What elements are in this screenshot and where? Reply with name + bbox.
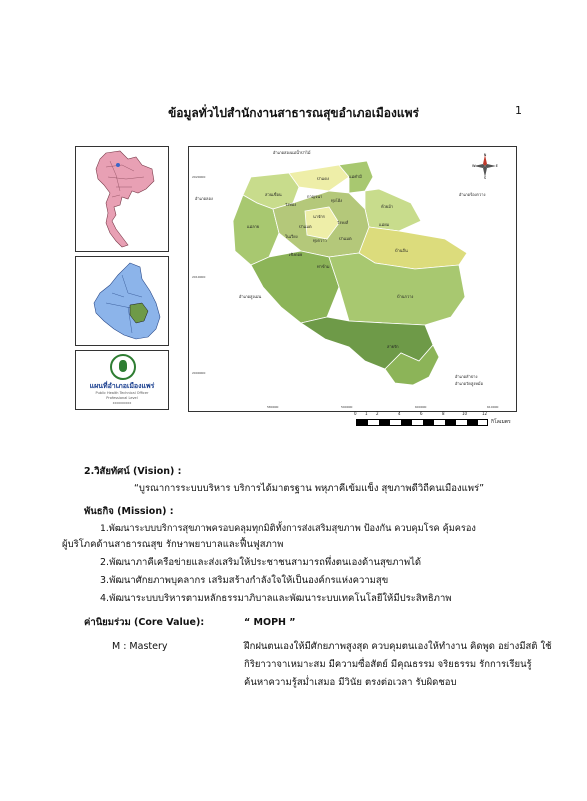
province-map-svg: [76, 257, 168, 345]
mission-item: 3.พัฒนาศักยภาพบุคลากร เสริมสร้างกำลังใจให้เป็นองค์กรแห่งความสุข: [100, 575, 389, 586]
vision-heading: 2.วิสัยทัศน์ (Vision) :: [84, 466, 182, 477]
neighbor-label-southeast: อำเภอลำปาง: [455, 374, 478, 379]
subdistrict-label: สวนเขื่อน: [265, 192, 282, 197]
subdistrict-label: นาจักร: [313, 214, 325, 219]
subdistrict-label: บ้านกวาง: [397, 294, 414, 299]
x-tick: 600000: [415, 405, 427, 409]
province-locator-map: [75, 256, 169, 346]
moph-logo-icon: [110, 354, 136, 380]
x-tick: 590000: [341, 405, 353, 409]
y-tick: 2010000: [192, 275, 206, 279]
mission-item: 1.พัฒนาระบบบริการสุขภาพครอบคลุมทุกมิติทั้งการส่งเสริมสุขภาพ ป้องกัน ควบคุมโรค คุ้มครอง: [100, 523, 476, 534]
office-legend-panel: [75, 350, 169, 410]
page-title: ข้อมูลทั่วไปสำนักงานสาธารณสุขอำเภอเมืองแพร่: [168, 106, 419, 120]
core-value-m-line: กิริยาวาจาเหมาะสม มีความซื่อสัตย์ มีคุณธรรม จริยธรรม รักการเรียนรู้: [244, 659, 532, 670]
mission-item: ผู้บริโภคด้านสาธารณสุข รักษาพยาบาลและฟื้นฟูสภาพ: [62, 539, 284, 550]
legend-line: xxxxxxxxx: [112, 401, 132, 405]
mission-item: 2.พัฒนาภาคีเครือข่ายและส่งเสริมให้ประชาชนสามารถพึ่งตนเองด้านสุขภาพได้: [100, 557, 422, 568]
subdistrict-label: เชิงดอย: [289, 252, 303, 257]
scale-number: 2: [376, 411, 379, 416]
subdistrict-label: กาญจนา: [307, 194, 323, 199]
scale-number: 6: [420, 411, 423, 416]
neighbor-label-southwest: อำเภอสูงเม่น: [239, 294, 262, 299]
subdistrict-label: ป่าแมต: [299, 224, 312, 229]
province-shape: [94, 263, 160, 339]
neighbor-label-west: อำเภอลอง: [195, 196, 213, 201]
scale-unit: กิโลเมตร: [491, 419, 511, 425]
compass-w: W: [472, 164, 476, 168]
compass-n: N: [483, 153, 487, 157]
scale-number: 12: [482, 411, 488, 416]
legend-line: Public Health Technical Officer: [95, 391, 149, 395]
subdistrict-label: ป่าแมต: [339, 236, 352, 241]
subdistrict-label: ป่าแดง: [317, 176, 329, 181]
scale-number: 8: [442, 411, 445, 416]
mission-item: 4.พัฒนาระบบบริหารตามหลักธรรมาภิบาลและพัฒนาระบบเทคโนโลยีให้มีประสิทธิภาพ: [100, 593, 452, 604]
vision-text: “บูรณาการระบบบริหาร บริการได้มาตรฐาน พหุภาคีเข้มแข็ง สุขภาพดีวิถีคนเมืองแพร่”: [134, 483, 485, 494]
thailand-shape: [96, 151, 154, 247]
region-south-west: [251, 251, 339, 323]
neighbor-label-southeast: อำเภอวัดสูงหม้อ: [455, 381, 483, 386]
legend-line: Professional Level: [106, 396, 138, 400]
subdistrict-label: ห้วยม้า: [381, 204, 394, 209]
subdistrict-label: บ้านถิ่น: [395, 248, 408, 253]
subdistrict-label: วังทอง: [285, 202, 297, 207]
y-tick: 2020000: [192, 175, 206, 179]
y-tick: 2000000: [192, 371, 206, 375]
core-value-m-label: M : Mastery: [112, 641, 168, 652]
subdistrict-label: สายรัก: [387, 344, 399, 349]
subdistrict-label: ท่าข้าม: [317, 264, 330, 269]
phrae-location-marker: [116, 163, 120, 167]
core-value-heading: ค่านิยมร่วม (Core Value):: [84, 617, 205, 628]
x-tick: 580000: [267, 405, 279, 409]
mission-heading: พันธกิจ (Mission) :: [84, 506, 174, 517]
scale-number: 0: [354, 411, 357, 416]
x-tick: 610000: [487, 405, 499, 409]
scale-bar: [356, 419, 488, 426]
subdistrict-label: วังหงส์: [337, 220, 349, 225]
subdistrict-label: ในเวียง: [285, 234, 298, 239]
subdistrict-label: แม่ลาย: [247, 224, 260, 229]
region-east-upper: [365, 189, 421, 231]
subdistrict-label: แม่ยม: [379, 222, 390, 227]
legend-title: แผนที่อำเภอเมืองแพร่: [89, 382, 155, 390]
subdistrict-label: แม่คำมี: [349, 174, 362, 179]
core-value-m-line: ค้นหาความรู้สม่ำเสมอ มีวินัย ตรงต่อเวลา รับผิดชอบ: [244, 677, 457, 688]
compass-rose-icon: [472, 153, 498, 179]
subdistrict-label: ทุ่งโฮ้ง: [331, 198, 343, 203]
neighbor-label-east: อำเภอร้องกวาง: [459, 192, 486, 197]
scale-number: 10: [462, 411, 468, 416]
district-map: [188, 146, 517, 412]
thailand-map-svg: [76, 147, 168, 251]
scale-number: 4: [398, 411, 401, 416]
scale-number: 1: [365, 411, 368, 416]
page-number: 1: [515, 104, 522, 117]
subdistrict-label: ทุ่งกวาว: [313, 238, 327, 243]
thailand-locator-map: [75, 146, 169, 252]
compass-e: E: [495, 164, 498, 168]
compass-s: S: [483, 176, 487, 179]
neighbor-label-north: อำเภอสองแม่น้ำป่าไม้: [273, 150, 311, 155]
district-map-svg: [189, 147, 516, 411]
core-value-m-line: ฝึกฝนตนเองให้มีศักยภาพสูงสุด ควบคุมตนเองให้ทำงาน คิดพูด อย่างมีสติ ใช้: [244, 641, 552, 652]
core-value-name: “ MOPH ”: [244, 617, 296, 628]
